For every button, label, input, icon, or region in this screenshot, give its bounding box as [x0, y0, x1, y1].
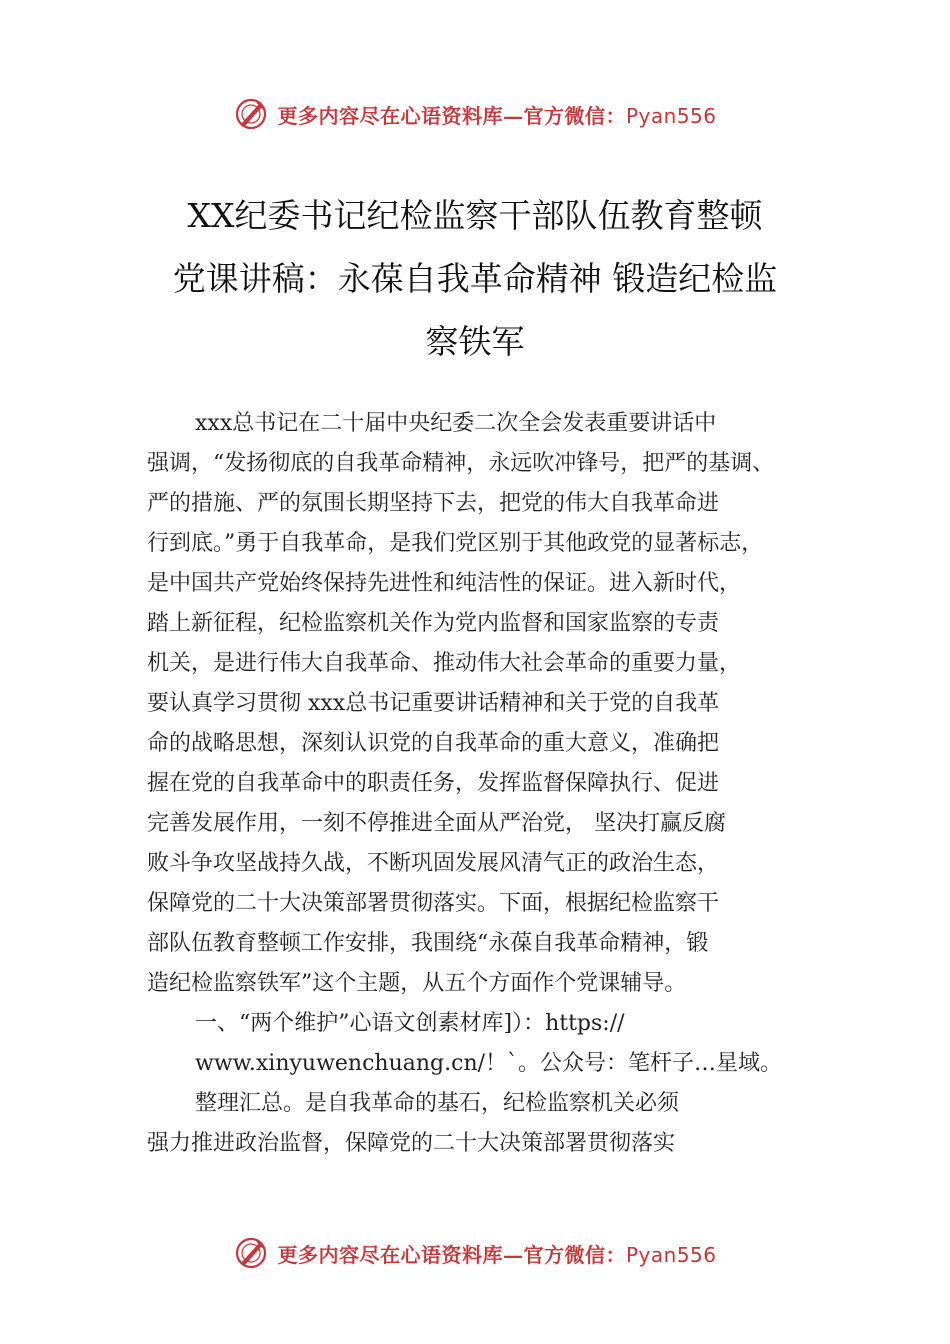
body-line: www.xinyuwenchuang.cn/！`。公众号：笔杆子…星域。	[195, 1051, 783, 1076]
body-line: 机关，是进行伟大自我革命、推动伟大社会革命的重要力量，	[147, 651, 742, 676]
section-heading-line: 一、“两个维护”心语文创素材库]）：https://	[195, 1011, 625, 1036]
body-line: 是中国共产党始终保持先进性和纯洁性的保证。进入新时代，	[147, 571, 742, 596]
body-line: 完善发展作用，一刻不停推进全面从严治党， 坚决打赢反腐	[147, 811, 726, 836]
body-line: 部队伍教育整顿工作安排，我围绕“永葆自我革命精神，锻	[147, 931, 709, 956]
document-title	[120, 184, 830, 373]
body-line: 强力推进政治监督，保障党的二十大决策部署贯彻落实	[147, 1131, 676, 1156]
body-line: 命的战略思想，深刻认识党的自我革命的重大意义，准确把	[147, 731, 720, 756]
body-line: 败斗争攻坚战持久战，不断巩固发展风清气正的政治生态，	[147, 851, 720, 876]
body-line: 踏上新征程，纪检监察机关作为党内监督和国家监察的专责	[147, 611, 720, 636]
document-body	[147, 404, 847, 1164]
title-line: 察铁军	[425, 322, 525, 361]
body-line: 行到底。”勇于自我革命，是我们党区别于其他政党的显著标志，	[147, 531, 764, 556]
body-line: 握在党的自我革命中的职责任务，发挥监督保障执行、促进	[147, 771, 720, 796]
watermark-text-en: Pyan556	[625, 1242, 717, 1267]
watermark-footer	[0, 1233, 950, 1273]
body-line: xxx总书记在二十届中央纪委二次全会发表重要讲话中	[195, 411, 717, 436]
body-line: 严的措施、严的氛围长期坚持下去，把党的伟大自我革命进	[147, 491, 720, 516]
title-line: XX纪委书记纪检监察干部队伍教育整顿	[187, 196, 763, 235]
body-line: 造纪检监察铁军”这个主题，从五个方面作个党课辅导。	[147, 971, 687, 996]
watermark-text	[277, 100, 716, 129]
body-line: 保障党的二十大决策部署贯彻落实。下面，根据纪检监察干	[147, 891, 720, 916]
body-line: 要认真学习贯彻 xxx总书记重要讲话精神和关于党的自我革	[147, 691, 720, 716]
watermark-text-cn: 更多内容尽在心语资料库—官方微信：	[277, 103, 626, 128]
body-line: 整理汇总。是自我革命的基石，纪检监察机关必须	[195, 1091, 680, 1116]
pen-logo-icon	[233, 96, 269, 132]
title-line: 党课讲稿：永葆自我革命精神 锻造纪检监	[172, 259, 778, 298]
watermark-header	[0, 94, 950, 134]
body-line: 强调，“发扬彻底的自我革命精神，永远吹冲锋号，把严的基调、	[147, 451, 775, 476]
pen-logo-icon	[233, 1235, 269, 1271]
watermark-text	[277, 1239, 716, 1268]
watermark-text-cn: 更多内容尽在心语资料库—官方微信：	[277, 1242, 626, 1267]
watermark-text-en: Pyan556	[625, 103, 717, 128]
